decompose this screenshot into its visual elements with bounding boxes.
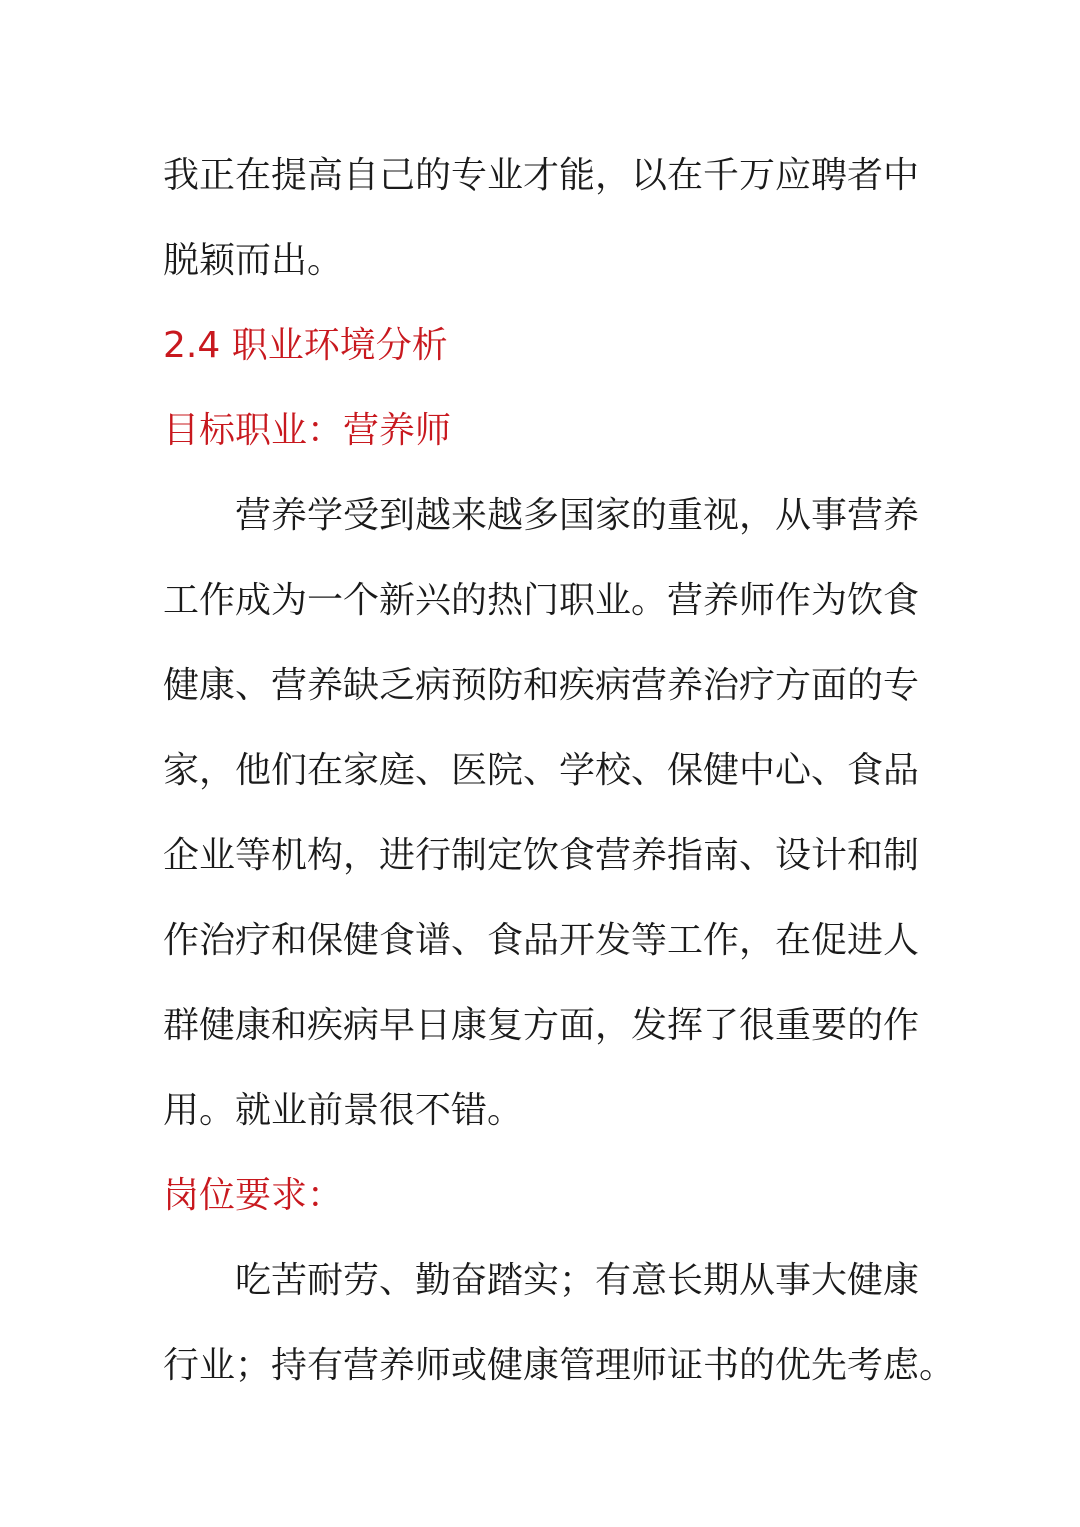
description-line: 工作成为一个新兴的热门职业。营养师作为饮食: [163, 580, 920, 621]
document-content: [163, 133, 956, 1408]
description-line: 家，他们在家庭、医院、学校、保健中心、食品: [163, 750, 920, 791]
description-line: 营养学受到越来越多国家的重视，从事营养: [235, 495, 920, 536]
description-line: 群健康和疾病早日康复方面，发挥了很重要的作: [163, 1005, 920, 1046]
description-line: 作治疗和保健食谱、食品开发等工作，在促进人: [163, 920, 920, 961]
requirements-line: 行业；持有营养师或健康管理师证书的优先考虑。: [163, 1345, 956, 1386]
requirements-heading: 岗位要求：: [163, 1175, 344, 1216]
description-line: 企业等机构，进行制定饮食营养指南、设计和制: [163, 835, 920, 876]
description-line: 用。就业前景很不错。: [163, 1090, 524, 1131]
target-career-heading: 目标职业：营养师: [163, 410, 452, 451]
intro-line: 脱颖而出。: [163, 240, 344, 281]
description-line: 健康、营养缺乏病预防和疾病营养治疗方面的专: [163, 665, 920, 706]
requirements-line: 吃苦耐劳、勤奋踏实；有意长期从事大健康: [235, 1260, 920, 1301]
intro-line: 我正在提高自己的专业才能，以在千万应聘者中: [163, 155, 920, 196]
section-heading: 2.4 职业环境分析: [163, 325, 448, 366]
